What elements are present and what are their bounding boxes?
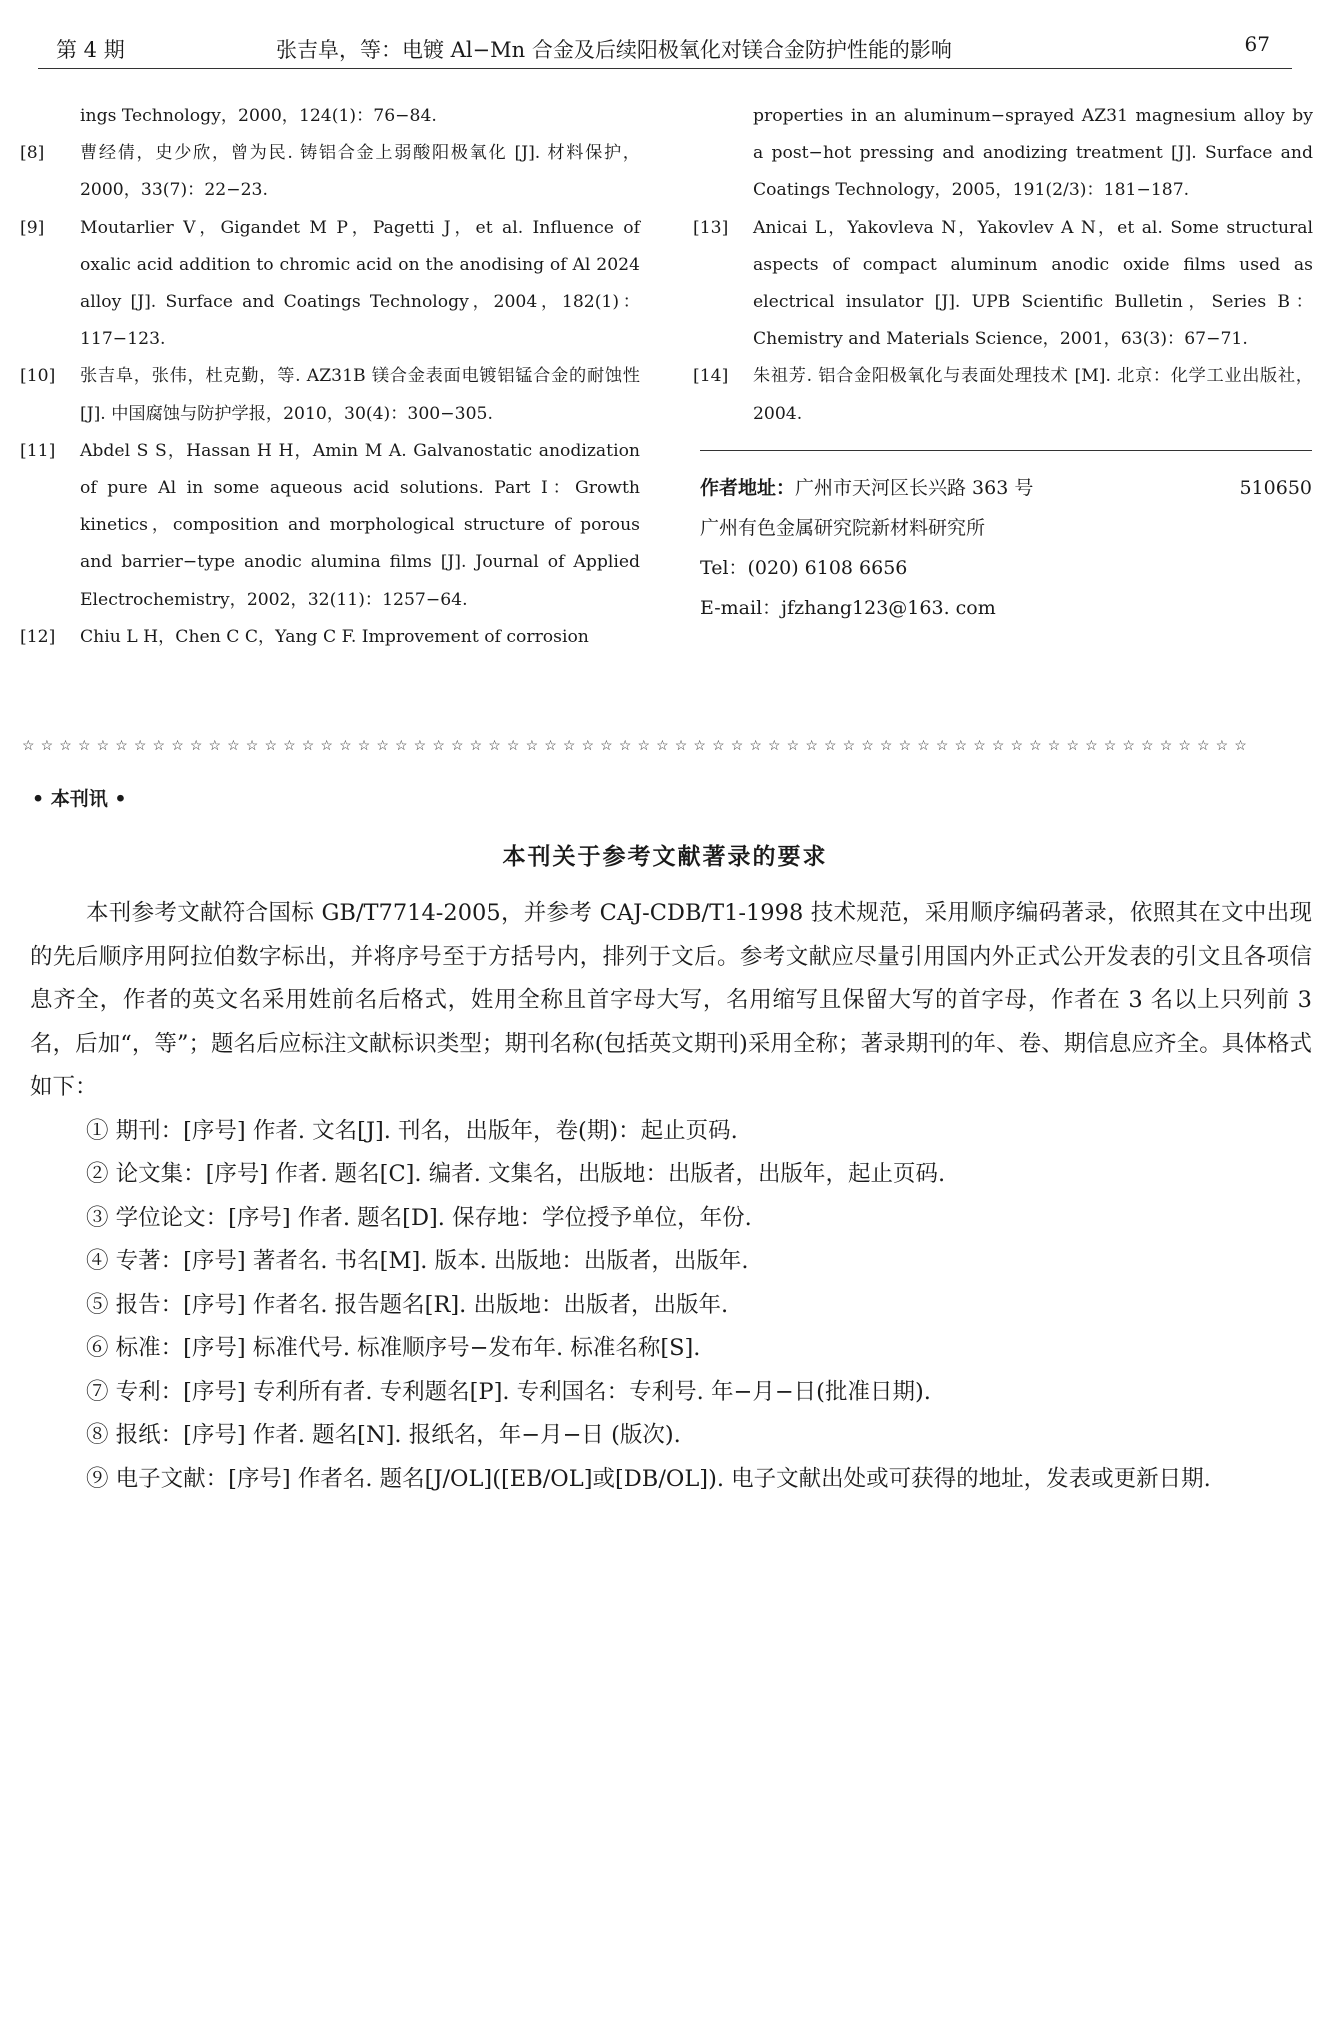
reference-entry	[20, 433, 640, 619]
reference-text: Chiu L H，Chen C C，Yang C F. Improvement of corrosion	[80, 626, 589, 647]
reference-number: [14]	[693, 366, 729, 387]
references-right-column	[693, 98, 1313, 433]
address-line	[700, 468, 1312, 508]
zip-code: 510650	[1239, 477, 1312, 499]
reference-number: [10]	[20, 366, 56, 387]
format-item-journal: ① 期刊：[序号] 作者. 文名[J]. 刊名，出版年，卷(期)：起止页码.	[86, 1117, 738, 1144]
reference-entry	[20, 358, 640, 432]
reference-text: Moutarlier V，Gigandet M P，Pagetti J，et al. Influence of oxalic acid addition to chromic acid on the anodising of Al 2024 alloy [J]. Surface and Coatings Technology，2004，182(1)：117−123.	[80, 217, 640, 350]
notice-body	[30, 892, 1312, 1501]
address-label: 作者地址：	[700, 477, 796, 499]
format-item-proceedings: ② 论文集：[序号] 作者. 题名[C]. 编者. 文集名，出版地：出版者，出版年，起止页码.	[86, 1161, 946, 1187]
notice-tag: • 本刊讯 •	[32, 788, 127, 810]
reference-entry	[693, 358, 1313, 432]
notice-title: 本刊关于参考文献著录的要求	[502, 843, 828, 870]
format-item-standard: ⑥ 标准：[序号] 标准代号. 标准顺序号−发布年. 标准名称[S].	[86, 1335, 701, 1361]
format-item-patent: ⑦ 专利：[序号] 专利所有者. 专利题名[P]. 专利国名：专利号. 年−月−日(批准日期).	[86, 1378, 931, 1405]
reference-text: Abdel S S，Hassan H H，Amin M A. Galvanostatic anodization of pure Al in some aqueous acid solutions. Part I：Growth kinetics，composition and morphological structure of porous and barrier−type anodic alumina films [J]. Journal of Applied Electrochemistry，2002，32(11)：1257−64.	[80, 440, 640, 610]
reference-entry	[20, 619, 640, 656]
reference-entry	[20, 135, 640, 209]
reference-number: [8]	[20, 143, 45, 164]
telephone: Tel：(020) 6108 6656	[700, 557, 908, 579]
reference-entry	[693, 98, 1313, 210]
reference-text: 张吉阜，张伟，杜克勤，等. AZ31B 镁合金表面电镀铝锰合金的耐蚀性 [J]. 中国腐蚀与防护学报，2010，30(4)：300−305.	[80, 366, 640, 424]
reference-text: 曹经倩，史少欣，曾为民. 铸铝合金上弱酸阳极氧化 [J]. 材料保护，2000，33(7)：22−23.	[80, 143, 640, 201]
star-divider: ☆☆☆☆☆☆☆☆☆☆☆☆☆☆☆☆☆☆☆☆☆☆☆☆☆☆☆☆☆☆☆☆☆☆☆☆☆☆☆☆☆☆☆☆☆☆☆☆☆☆☆☆☆☆☆☆☆☆☆☆☆☆☆☆☆☆	[22, 738, 1253, 754]
author-address-block	[700, 468, 1312, 628]
reference-number: [9]	[20, 217, 45, 238]
address-divider	[700, 450, 1312, 451]
reference-text: ings Technology，2000，124(1)：76−84.	[80, 106, 437, 126]
reference-text: Anicai L，Yakovleva N，Yakovlev A N，et al. Some structural aspects of compact aluminum anodic oxide films used as electrical insulator [J]. UPB Scientific Bulletin，Series B：Chemistry and Materials Science，2001，63(3)：67−71.	[753, 217, 1313, 350]
notice-paragraph: 本刊参考文献符合国标 GB/T7714-2005，并参考 CAJ-CDB/T1-1998 技术规范，采用顺序编码著录，依照其在文中出现的先后顺序用阿拉伯数字标出，并将序号至于方括号内，排列于文后。参考文献应尽量引用国内外正式公开发表的引文且各项信息齐全，作者的英文名采用姓前名后格式，姓用全称且首字母大写，名用缩写且保留大写的首字母，作者在 3 名以上只列前 3 名，后加“，等”；题名后应标注文献标识类型；期刊名称(包括英文期刊)采用全称；著录期刊的年、卷、期信息应齐全。具体格式如下：	[30, 900, 1312, 1100]
format-item-report: ⑤ 报告：[序号] 作者名. 报告题名[R]. 出版地：出版者，出版年.	[86, 1291, 729, 1318]
reference-number: [11]	[20, 440, 56, 461]
reference-text: 朱祖芳. 铝合金阳极氧化与表面处理技术 [M]. 北京：化学工业出版社，2004.	[753, 366, 1313, 424]
references-left-column	[20, 98, 640, 656]
address-text: 广州市天河区长兴路 363 号	[795, 477, 1034, 499]
reference-entry	[693, 210, 1313, 359]
page-number: 67	[1244, 32, 1270, 56]
email: E-mail：jfzhang123@163. com	[700, 597, 996, 619]
format-item-electronic: ⑨ 电子文献：[序号] 作者名. 题名[J/OL]([EB/OL]或[DB/OL]). 电子文献出处或可获得的地址，发表或更新日期.	[86, 1465, 1211, 1492]
running-header	[38, 30, 1292, 69]
issue-number: 第 4 期	[56, 38, 125, 62]
reference-entry	[20, 98, 640, 135]
format-item-thesis: ③ 学位论文：[序号] 作者. 题名[D]. 保存地：学位授予单位，年份.	[86, 1204, 752, 1231]
reference-number: [12]	[20, 626, 56, 647]
reference-number: [13]	[693, 217, 729, 238]
reference-entry	[20, 210, 640, 359]
format-item-monograph: ④ 专著：[序号] 著者名. 书名[M]. 版本. 出版地：出版者，出版年.	[86, 1248, 749, 1274]
institute: 广州有色金属研究院新材料研究所	[700, 517, 986, 539]
format-item-newspaper: ⑧ 报纸：[序号] 作者. 题名[N]. 报纸名，年−月−日 (版次).	[86, 1422, 681, 1448]
running-title: 张吉阜，等：电镀 Al−Mn 合金及后续阳极氧化对镁合金防护性能的影响	[276, 38, 952, 62]
reference-text: properties in an aluminum−sprayed AZ31 magnesium alloy by a post−hot pressing and anodizing treatment [J]. Surface and Coatings Technology，2005，191(2/3)：181−187.	[753, 106, 1313, 201]
